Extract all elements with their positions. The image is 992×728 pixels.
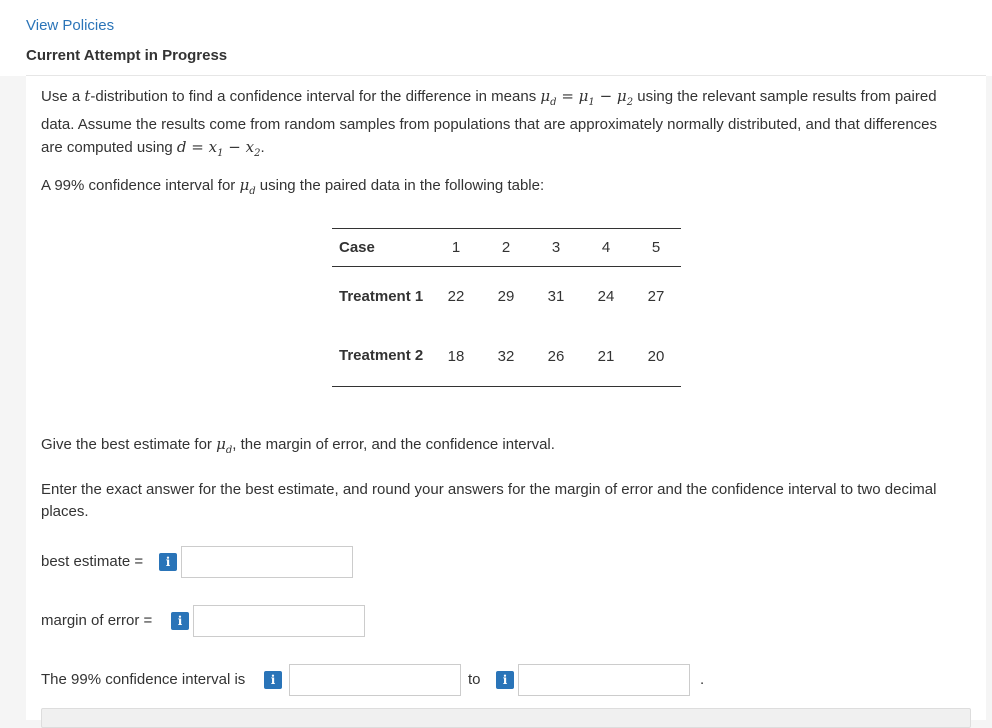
table-header-cell: 1 — [451, 239, 461, 256]
ci-text: A 99% confidence interval for — [41, 177, 240, 194]
to-label: to — [468, 671, 481, 688]
table-cell: 27 — [647, 288, 665, 306]
view-policies-link[interactable]: View Policies — [26, 17, 115, 34]
best-estimate-label: best estimate = — [41, 553, 144, 570]
info-icon[interactable]: i — [159, 553, 177, 571]
table-cell: 22 — [447, 288, 465, 306]
interval-high-input[interactable] — [518, 664, 690, 696]
table-header-row — [332, 229, 681, 267]
margin-of-error-label: margin of error = — [41, 612, 153, 629]
table-row — [332, 267, 681, 327]
ci-text: using the paired data in the following table: — [255, 177, 545, 194]
table-row — [332, 327, 681, 387]
estimate-prompt — [41, 433, 951, 462]
table-cell: 26 — [547, 347, 565, 365]
intro-text: Use a — [41, 88, 85, 105]
formula-mud: $\mu_d$ — [239, 176, 256, 197]
formula-mud: $\mu_d$ — [216, 435, 233, 456]
interval-low-input[interactable] — [289, 664, 461, 696]
intro-text: -distribution to find a confidence interval for the difference in means — [90, 88, 541, 105]
table-header-cell: 4 — [601, 239, 611, 256]
margin-of-error-row — [41, 604, 393, 638]
ci-prompt — [41, 174, 951, 203]
margin-of-error-input[interactable] — [193, 605, 365, 637]
question-panel — [26, 76, 986, 720]
table-cell: 32 — [497, 347, 515, 365]
question-intro — [41, 85, 951, 165]
intro-text: . — [260, 139, 265, 156]
attempt-status: Current Attempt in Progress — [26, 47, 228, 64]
intro-text: using the relevant sample results from paired data. Assume the results come from random samples from populations that are approximately normally distributed, and that differences are computed using — [41, 88, 938, 156]
table-cell: 29 — [497, 288, 515, 306]
period: . — [700, 671, 705, 688]
interval-label: The 99% confidence interval is — [41, 671, 246, 688]
table-cell: 20 — [647, 347, 665, 365]
table-header-cell: 2 — [501, 239, 511, 256]
estimate-text: , the margin of error, and the confidence interval. — [232, 436, 555, 453]
table-header-cell: 3 — [551, 239, 561, 256]
info-icon[interactable]: i — [496, 671, 514, 689]
formula-mud: $\mu_d = \mu_1 - \mu_2$ — [540, 87, 634, 108]
rounding-instructions: Enter the exact answer for the best estimate, and round your answers for the margin of error and the confidence interval to two decimal places. — [41, 481, 937, 520]
info-icon[interactable]: i — [171, 612, 189, 630]
best-estimate-input[interactable] — [181, 546, 353, 578]
table-cell: 31 — [547, 288, 565, 306]
paired-data-table — [332, 228, 681, 387]
table-cell: 18 — [447, 347, 465, 365]
row-label: Treatment 1 — [339, 287, 424, 305]
table-cell: 24 — [597, 288, 615, 306]
table-header-cell: 5 — [651, 239, 661, 256]
row-label: Treatment 2 — [339, 347, 424, 365]
intro-t: t — [84, 87, 91, 105]
estimate-text: Give the best estimate for — [41, 436, 217, 453]
table-header-case: Case — [339, 238, 375, 256]
formula-d: $d = x_1 - x_2$ — [176, 138, 261, 159]
table-cell: 21 — [597, 347, 615, 365]
top-bar — [0, 0, 992, 76]
confidence-interval-row — [41, 663, 741, 697]
next-section-box — [41, 708, 971, 728]
info-icon[interactable]: i — [264, 671, 282, 689]
best-estimate-row — [41, 545, 381, 579]
